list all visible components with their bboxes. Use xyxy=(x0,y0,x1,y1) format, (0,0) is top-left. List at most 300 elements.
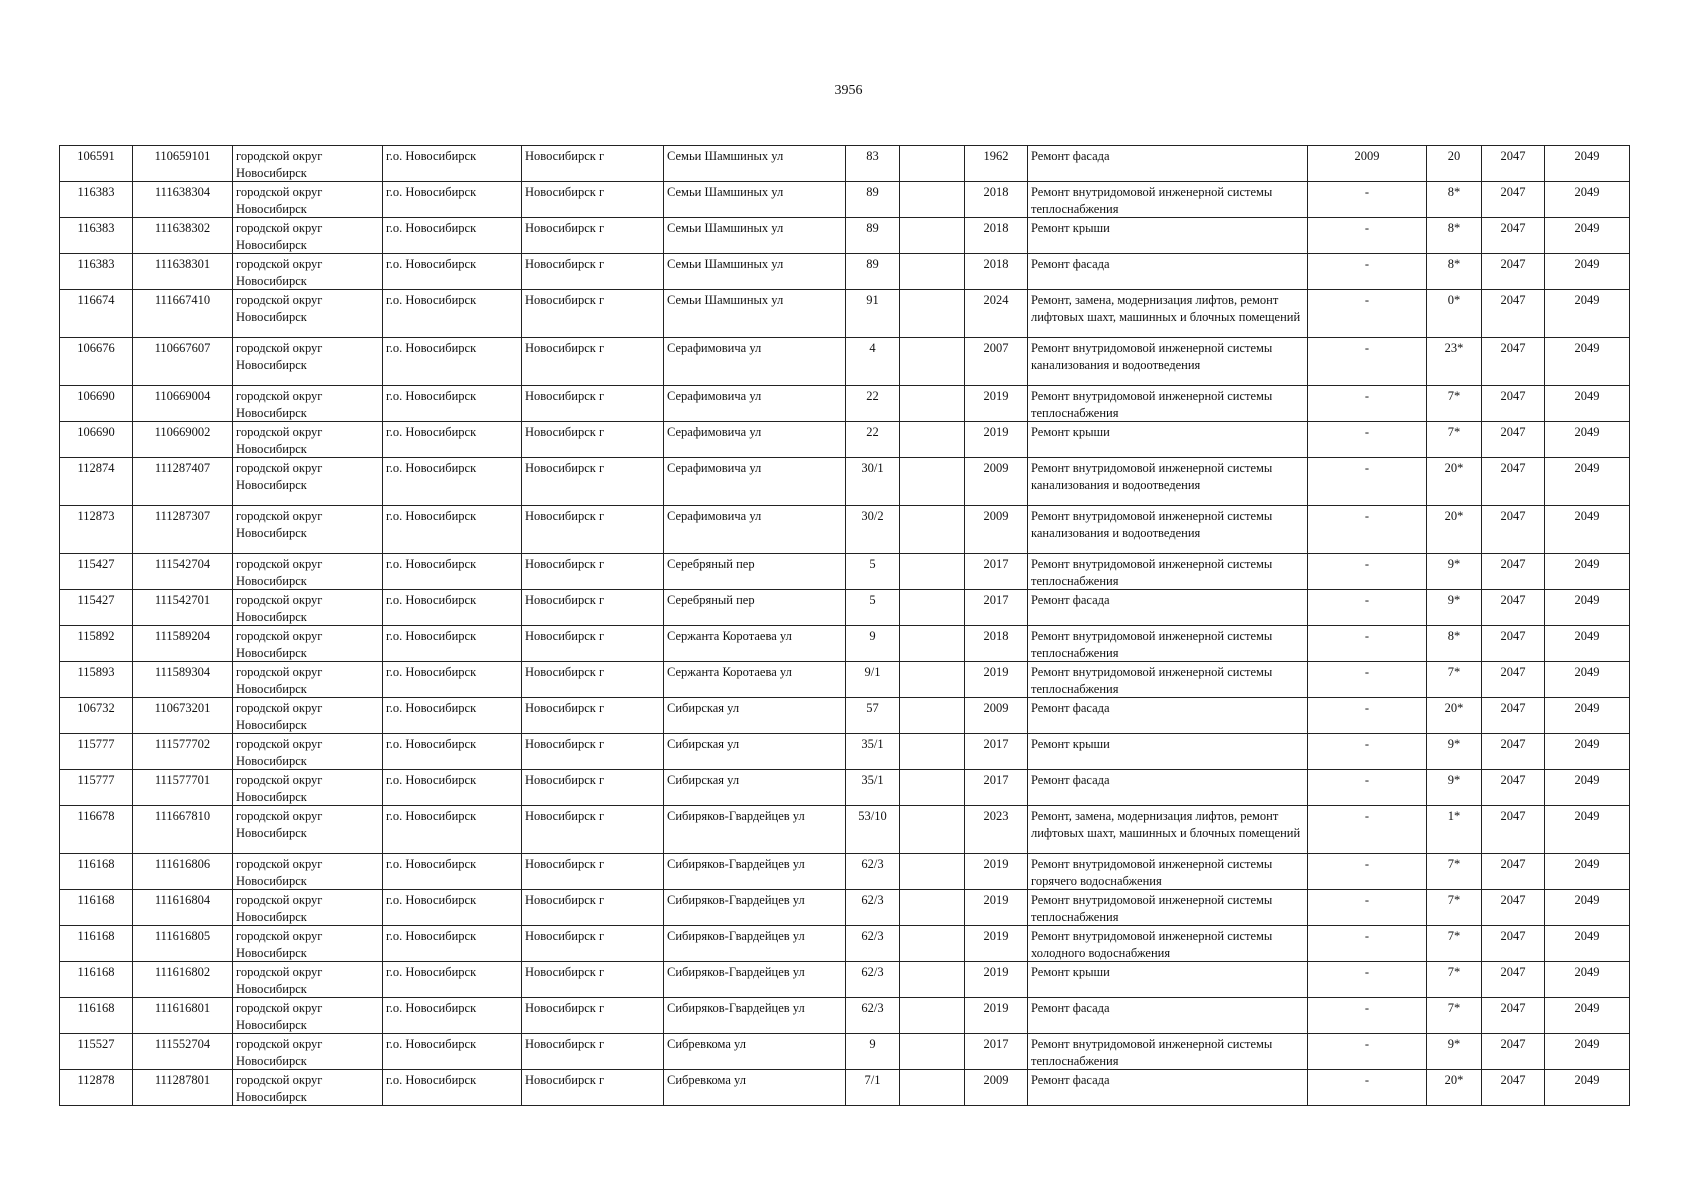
cell-plan-to: 2049 xyxy=(1545,554,1630,590)
cell-work-type: Ремонт крыши xyxy=(1028,962,1308,998)
cell-house: 5 xyxy=(846,590,900,626)
cell-wear: 8* xyxy=(1427,218,1482,254)
cell-city: Новосибирск г xyxy=(522,854,664,890)
cell-last-repair: - xyxy=(1308,998,1427,1034)
cell-year-built: 2017 xyxy=(965,1034,1028,1070)
cell-wear: 7* xyxy=(1427,854,1482,890)
cell-id: 106690 xyxy=(60,422,133,458)
cell-house: 30/1 xyxy=(846,458,900,506)
cell-street: Сержанта Коротаева ул xyxy=(664,662,846,698)
cell-plan-from: 2047 xyxy=(1482,338,1545,386)
cell-district: городской округ Новосибирск xyxy=(233,146,383,182)
cell-city: Новосибирск г xyxy=(522,962,664,998)
cell-municipality: г.о. Новосибирск xyxy=(383,338,522,386)
cell-year-built: 2009 xyxy=(965,1070,1028,1106)
cell-last-repair: - xyxy=(1308,770,1427,806)
cell-district: городской округ Новосибирск xyxy=(233,554,383,590)
cell-plan-to: 2049 xyxy=(1545,662,1630,698)
cell-district: городской округ Новосибирск xyxy=(233,338,383,386)
table-row xyxy=(60,962,1630,998)
cell-plan-to: 2049 xyxy=(1545,806,1630,854)
table-row xyxy=(60,506,1630,554)
cell-extra xyxy=(900,698,965,734)
cell-work-type: Ремонт, замена, модернизация лифтов, ремонт лифтовых шахт, машинных и блочных помещений xyxy=(1028,806,1308,854)
cell-extra xyxy=(900,590,965,626)
cell-municipality: г.о. Новосибирск xyxy=(383,218,522,254)
cell-municipality: г.о. Новосибирск xyxy=(383,590,522,626)
cell-id: 115427 xyxy=(60,590,133,626)
table-row xyxy=(60,854,1630,890)
cell-house: 89 xyxy=(846,218,900,254)
cell-district: городской округ Новосибирск xyxy=(233,734,383,770)
cell-work-type: Ремонт фасада xyxy=(1028,1070,1308,1106)
cell-extra xyxy=(900,338,965,386)
cell-municipality: г.о. Новосибирск xyxy=(383,926,522,962)
cell-plan-to: 2049 xyxy=(1545,422,1630,458)
cell-municipality: г.о. Новосибирск xyxy=(383,146,522,182)
table-row xyxy=(60,806,1630,854)
cell-code: 110673201 xyxy=(133,698,233,734)
cell-extra xyxy=(900,1034,965,1070)
cell-plan-to: 2049 xyxy=(1545,626,1630,662)
cell-id: 116168 xyxy=(60,962,133,998)
cell-city: Новосибирск г xyxy=(522,386,664,422)
cell-code: 111589204 xyxy=(133,626,233,662)
table-row xyxy=(60,770,1630,806)
cell-year-built: 2019 xyxy=(965,890,1028,926)
cell-street: Серафимовича ул xyxy=(664,422,846,458)
cell-plan-to: 2049 xyxy=(1545,338,1630,386)
cell-plan-to: 2049 xyxy=(1545,998,1630,1034)
cell-year-built: 2009 xyxy=(965,698,1028,734)
cell-plan-to: 2049 xyxy=(1545,890,1630,926)
cell-wear: 7* xyxy=(1427,662,1482,698)
cell-work-type: Ремонт фасада xyxy=(1028,698,1308,734)
cell-code: 111616801 xyxy=(133,998,233,1034)
cell-municipality: г.о. Новосибирск xyxy=(383,182,522,218)
cell-house: 57 xyxy=(846,698,900,734)
cell-plan-from: 2047 xyxy=(1482,458,1545,506)
cell-municipality: г.о. Новосибирск xyxy=(383,962,522,998)
cell-district: городской округ Новосибирск xyxy=(233,590,383,626)
cell-code: 111577701 xyxy=(133,770,233,806)
table-row xyxy=(60,698,1630,734)
table-row xyxy=(60,218,1630,254)
cell-wear: 9* xyxy=(1427,734,1482,770)
cell-plan-to: 2049 xyxy=(1545,218,1630,254)
cell-house: 53/10 xyxy=(846,806,900,854)
cell-year-built: 2017 xyxy=(965,770,1028,806)
table-row xyxy=(60,458,1630,506)
cell-code: 110659101 xyxy=(133,146,233,182)
cell-house: 9 xyxy=(846,626,900,662)
cell-year-built: 1962 xyxy=(965,146,1028,182)
cell-work-type: Ремонт фасада xyxy=(1028,254,1308,290)
cell-house: 91 xyxy=(846,290,900,338)
cell-last-repair: - xyxy=(1308,590,1427,626)
cell-code: 111589304 xyxy=(133,662,233,698)
cell-extra xyxy=(900,926,965,962)
cell-street: Серафимовича ул xyxy=(664,386,846,422)
cell-extra xyxy=(900,806,965,854)
cell-id: 116168 xyxy=(60,998,133,1034)
cell-last-repair: - xyxy=(1308,662,1427,698)
cell-street: Сибиряков-Гвардейцев ул xyxy=(664,998,846,1034)
cell-district: городской округ Новосибирск xyxy=(233,254,383,290)
cell-last-repair: - xyxy=(1308,506,1427,554)
cell-extra xyxy=(900,290,965,338)
cell-house: 22 xyxy=(846,422,900,458)
cell-id: 106676 xyxy=(60,338,133,386)
cell-street: Сибирская ул xyxy=(664,734,846,770)
cell-district: городской округ Новосибирск xyxy=(233,698,383,734)
cell-house: 7/1 xyxy=(846,1070,900,1106)
cell-plan-from: 2047 xyxy=(1482,290,1545,338)
cell-extra xyxy=(900,386,965,422)
cell-city: Новосибирск г xyxy=(522,926,664,962)
cell-plan-from: 2047 xyxy=(1482,1070,1545,1106)
cell-plan-from: 2047 xyxy=(1482,254,1545,290)
cell-work-type: Ремонт крыши xyxy=(1028,218,1308,254)
cell-wear: 20* xyxy=(1427,458,1482,506)
cell-wear: 8* xyxy=(1427,626,1482,662)
cell-plan-from: 2047 xyxy=(1482,890,1545,926)
cell-street: Сибиряков-Гвардейцев ул xyxy=(664,926,846,962)
cell-wear: 7* xyxy=(1427,926,1482,962)
cell-wear: 9* xyxy=(1427,770,1482,806)
cell-street: Серафимовича ул xyxy=(664,506,846,554)
cell-last-repair: - xyxy=(1308,854,1427,890)
cell-work-type: Ремонт крыши xyxy=(1028,734,1308,770)
cell-wear: 20* xyxy=(1427,698,1482,734)
cell-plan-from: 2047 xyxy=(1482,806,1545,854)
cell-wear: 7* xyxy=(1427,962,1482,998)
cell-code: 111616806 xyxy=(133,854,233,890)
cell-year-built: 2019 xyxy=(965,386,1028,422)
cell-municipality: г.о. Новосибирск xyxy=(383,806,522,854)
cell-plan-from: 2047 xyxy=(1482,626,1545,662)
cell-code: 111638301 xyxy=(133,254,233,290)
cell-id: 115893 xyxy=(60,662,133,698)
cell-municipality: г.о. Новосибирск xyxy=(383,386,522,422)
cell-year-built: 2024 xyxy=(965,290,1028,338)
registry-table xyxy=(59,145,1630,1106)
cell-house: 5 xyxy=(846,554,900,590)
cell-city: Новосибирск г xyxy=(522,554,664,590)
cell-year-built: 2019 xyxy=(965,998,1028,1034)
cell-work-type: Ремонт внутридомовой инженерной системы теплоснабжения xyxy=(1028,626,1308,662)
cell-last-repair: - xyxy=(1308,554,1427,590)
table-row xyxy=(60,422,1630,458)
cell-extra xyxy=(900,998,965,1034)
cell-extra xyxy=(900,770,965,806)
cell-wear: 8* xyxy=(1427,182,1482,218)
cell-city: Новосибирск г xyxy=(522,734,664,770)
cell-code: 111542701 xyxy=(133,590,233,626)
cell-work-type: Ремонт внутридомовой инженерной системы теплоснабжения xyxy=(1028,1034,1308,1070)
cell-extra xyxy=(900,506,965,554)
cell-last-repair: - xyxy=(1308,218,1427,254)
cell-municipality: г.о. Новосибирск xyxy=(383,290,522,338)
cell-extra xyxy=(900,962,965,998)
cell-plan-to: 2049 xyxy=(1545,146,1630,182)
cell-wear: 0* xyxy=(1427,290,1482,338)
cell-extra xyxy=(900,662,965,698)
cell-last-repair: - xyxy=(1308,734,1427,770)
cell-plan-to: 2049 xyxy=(1545,770,1630,806)
table-row xyxy=(60,1070,1630,1106)
cell-last-repair: - xyxy=(1308,386,1427,422)
cell-extra xyxy=(900,182,965,218)
cell-year-built: 2018 xyxy=(965,218,1028,254)
cell-id: 116383 xyxy=(60,182,133,218)
cell-plan-to: 2049 xyxy=(1545,734,1630,770)
cell-last-repair: - xyxy=(1308,1070,1427,1106)
cell-wear: 8* xyxy=(1427,254,1482,290)
cell-municipality: г.о. Новосибирск xyxy=(383,1070,522,1106)
cell-house: 30/2 xyxy=(846,506,900,554)
cell-wear: 7* xyxy=(1427,890,1482,926)
cell-street: Сибиряков-Гвардейцев ул xyxy=(664,806,846,854)
cell-city: Новосибирск г xyxy=(522,422,664,458)
cell-municipality: г.о. Новосибирск xyxy=(383,734,522,770)
cell-extra xyxy=(900,854,965,890)
cell-house: 89 xyxy=(846,254,900,290)
cell-municipality: г.о. Новосибирск xyxy=(383,698,522,734)
cell-year-built: 2019 xyxy=(965,926,1028,962)
cell-code: 111616804 xyxy=(133,890,233,926)
cell-street: Сержанта Коротаева ул xyxy=(664,626,846,662)
cell-id: 116383 xyxy=(60,254,133,290)
cell-house: 83 xyxy=(846,146,900,182)
cell-extra xyxy=(900,1070,965,1106)
cell-year-built: 2018 xyxy=(965,626,1028,662)
cell-district: городской округ Новосибирск xyxy=(233,890,383,926)
cell-district: городской округ Новосибирск xyxy=(233,182,383,218)
cell-wear: 7* xyxy=(1427,998,1482,1034)
cell-plan-from: 2047 xyxy=(1482,962,1545,998)
cell-district: городской округ Новосибирск xyxy=(233,662,383,698)
table-row xyxy=(60,386,1630,422)
cell-district: городской округ Новосибирск xyxy=(233,854,383,890)
table-row xyxy=(60,182,1630,218)
cell-municipality: г.о. Новосибирск xyxy=(383,626,522,662)
cell-work-type: Ремонт, замена, модернизация лифтов, ремонт лифтовых шахт, машинных и блочных помещений xyxy=(1028,290,1308,338)
cell-wear: 9* xyxy=(1427,1034,1482,1070)
cell-plan-to: 2049 xyxy=(1545,254,1630,290)
cell-year-built: 2018 xyxy=(965,254,1028,290)
cell-house: 62/3 xyxy=(846,926,900,962)
table-body xyxy=(60,146,1630,1106)
cell-plan-to: 2049 xyxy=(1545,962,1630,998)
cell-year-built: 2023 xyxy=(965,806,1028,854)
cell-street: Семьи Шамшиных ул xyxy=(664,146,846,182)
cell-municipality: г.о. Новосибирск xyxy=(383,998,522,1034)
cell-work-type: Ремонт внутридомовой инженерной системы канализования и водоотведения xyxy=(1028,338,1308,386)
cell-id: 116674 xyxy=(60,290,133,338)
cell-extra xyxy=(900,626,965,662)
cell-work-type: Ремонт внутридомовой инженерной системы канализования и водоотведения xyxy=(1028,458,1308,506)
cell-id: 116168 xyxy=(60,926,133,962)
table-row xyxy=(60,926,1630,962)
cell-street: Семьи Шамшиных ул xyxy=(664,254,846,290)
cell-plan-from: 2047 xyxy=(1482,1034,1545,1070)
cell-extra xyxy=(900,458,965,506)
cell-last-repair: - xyxy=(1308,254,1427,290)
cell-code: 111577702 xyxy=(133,734,233,770)
cell-plan-from: 2047 xyxy=(1482,386,1545,422)
cell-code: 111552704 xyxy=(133,1034,233,1070)
cell-street: Семьи Шамшиных ул xyxy=(664,182,846,218)
cell-municipality: г.о. Новосибирск xyxy=(383,554,522,590)
cell-house: 22 xyxy=(846,386,900,422)
cell-wear: 7* xyxy=(1427,386,1482,422)
cell-street: Сибиряков-Гвардейцев ул xyxy=(664,890,846,926)
cell-plan-to: 2049 xyxy=(1545,290,1630,338)
cell-plan-from: 2047 xyxy=(1482,506,1545,554)
cell-plan-to: 2049 xyxy=(1545,854,1630,890)
table-row xyxy=(60,590,1630,626)
cell-work-type: Ремонт фасада xyxy=(1028,998,1308,1034)
cell-street: Семьи Шамшиных ул xyxy=(664,290,846,338)
cell-district: городской округ Новосибирск xyxy=(233,386,383,422)
cell-municipality: г.о. Новосибирск xyxy=(383,890,522,926)
cell-id: 115777 xyxy=(60,734,133,770)
cell-street: Серебряный пер xyxy=(664,590,846,626)
cell-district: городской округ Новосибирск xyxy=(233,422,383,458)
cell-extra xyxy=(900,890,965,926)
cell-plan-from: 2047 xyxy=(1482,146,1545,182)
cell-house: 62/3 xyxy=(846,962,900,998)
cell-wear: 20* xyxy=(1427,506,1482,554)
cell-house: 9/1 xyxy=(846,662,900,698)
cell-year-built: 2019 xyxy=(965,662,1028,698)
cell-code: 111616805 xyxy=(133,926,233,962)
cell-district: городской округ Новосибирск xyxy=(233,926,383,962)
cell-city: Новосибирск г xyxy=(522,290,664,338)
cell-wear: 20* xyxy=(1427,1070,1482,1106)
cell-city: Новосибирск г xyxy=(522,626,664,662)
table-row xyxy=(60,338,1630,386)
cell-house: 62/3 xyxy=(846,854,900,890)
cell-last-repair: - xyxy=(1308,290,1427,338)
cell-year-built: 2019 xyxy=(965,854,1028,890)
cell-wear: 1* xyxy=(1427,806,1482,854)
cell-municipality: г.о. Новосибирск xyxy=(383,1034,522,1070)
cell-year-built: 2018 xyxy=(965,182,1028,218)
cell-district: городской округ Новосибирск xyxy=(233,1034,383,1070)
cell-extra xyxy=(900,554,965,590)
table-row xyxy=(60,146,1630,182)
cell-plan-to: 2049 xyxy=(1545,590,1630,626)
table-row xyxy=(60,662,1630,698)
cell-plan-from: 2047 xyxy=(1482,770,1545,806)
cell-plan-from: 2047 xyxy=(1482,854,1545,890)
cell-street: Сибирская ул xyxy=(664,770,846,806)
cell-plan-to: 2049 xyxy=(1545,926,1630,962)
cell-city: Новосибирск г xyxy=(522,338,664,386)
cell-municipality: г.о. Новосибирск xyxy=(383,254,522,290)
table-row xyxy=(60,890,1630,926)
cell-district: городской округ Новосибирск xyxy=(233,806,383,854)
cell-work-type: Ремонт фасада xyxy=(1028,590,1308,626)
cell-wear: 9* xyxy=(1427,554,1482,590)
cell-district: городской округ Новосибирск xyxy=(233,626,383,662)
cell-street: Сибиряков-Гвардейцев ул xyxy=(664,962,846,998)
cell-city: Новосибирск г xyxy=(522,662,664,698)
page-number: 3956 xyxy=(834,83,863,98)
cell-last-repair: - xyxy=(1308,962,1427,998)
cell-plan-from: 2047 xyxy=(1482,590,1545,626)
cell-city: Новосибирск г xyxy=(522,806,664,854)
cell-municipality: г.о. Новосибирск xyxy=(383,458,522,506)
cell-year-built: 2017 xyxy=(965,590,1028,626)
cell-year-built: 2017 xyxy=(965,554,1028,590)
cell-district: городской округ Новосибирск xyxy=(233,290,383,338)
cell-district: городской округ Новосибирск xyxy=(233,770,383,806)
cell-code: 110667607 xyxy=(133,338,233,386)
cell-street: Сибиряков-Гвардейцев ул xyxy=(664,854,846,890)
cell-municipality: г.о. Новосибирск xyxy=(383,506,522,554)
cell-municipality: г.о. Новосибирск xyxy=(383,854,522,890)
cell-work-type: Ремонт внутридомовой инженерной системы теплоснабжения xyxy=(1028,662,1308,698)
cell-id: 106591 xyxy=(60,146,133,182)
cell-plan-from: 2047 xyxy=(1482,218,1545,254)
cell-last-repair: - xyxy=(1308,806,1427,854)
cell-code: 111287307 xyxy=(133,506,233,554)
cell-plan-to: 2049 xyxy=(1545,1034,1630,1070)
cell-street: Сибревкома ул xyxy=(664,1070,846,1106)
table-row xyxy=(60,290,1630,338)
table-row xyxy=(60,998,1630,1034)
cell-extra xyxy=(900,422,965,458)
cell-wear: 20 xyxy=(1427,146,1482,182)
cell-work-type: Ремонт крыши xyxy=(1028,422,1308,458)
cell-last-repair: - xyxy=(1308,698,1427,734)
cell-last-repair: - xyxy=(1308,182,1427,218)
cell-code: 110669004 xyxy=(133,386,233,422)
table-row xyxy=(60,554,1630,590)
cell-id: 116168 xyxy=(60,890,133,926)
cell-city: Новосибирск г xyxy=(522,506,664,554)
cell-street: Серафимовича ул xyxy=(664,458,846,506)
cell-year-built: 2019 xyxy=(965,962,1028,998)
cell-code: 111638304 xyxy=(133,182,233,218)
cell-wear: 7* xyxy=(1427,422,1482,458)
cell-code: 111667810 xyxy=(133,806,233,854)
cell-city: Новосибирск г xyxy=(522,1070,664,1106)
cell-house: 89 xyxy=(846,182,900,218)
cell-plan-from: 2047 xyxy=(1482,554,1545,590)
cell-code: 111287801 xyxy=(133,1070,233,1106)
cell-last-repair: - xyxy=(1308,926,1427,962)
cell-work-type: Ремонт внутридомовой инженерной системы горячего водоснабжения xyxy=(1028,854,1308,890)
cell-city: Новосибирск г xyxy=(522,770,664,806)
cell-plan-to: 2049 xyxy=(1545,458,1630,506)
cell-work-type: Ремонт внутридомовой инженерной системы холодного водоснабжения xyxy=(1028,926,1308,962)
cell-code: 111667410 xyxy=(133,290,233,338)
cell-plan-from: 2047 xyxy=(1482,926,1545,962)
cell-house: 62/3 xyxy=(846,998,900,1034)
cell-code: 110669002 xyxy=(133,422,233,458)
cell-code: 111542704 xyxy=(133,554,233,590)
cell-city: Новосибирск г xyxy=(522,146,664,182)
cell-house: 4 xyxy=(846,338,900,386)
cell-plan-from: 2047 xyxy=(1482,662,1545,698)
cell-plan-from: 2047 xyxy=(1482,698,1545,734)
cell-city: Новосибирск г xyxy=(522,1034,664,1070)
cell-work-type: Ремонт внутридомовой инженерной системы теплоснабжения xyxy=(1028,554,1308,590)
